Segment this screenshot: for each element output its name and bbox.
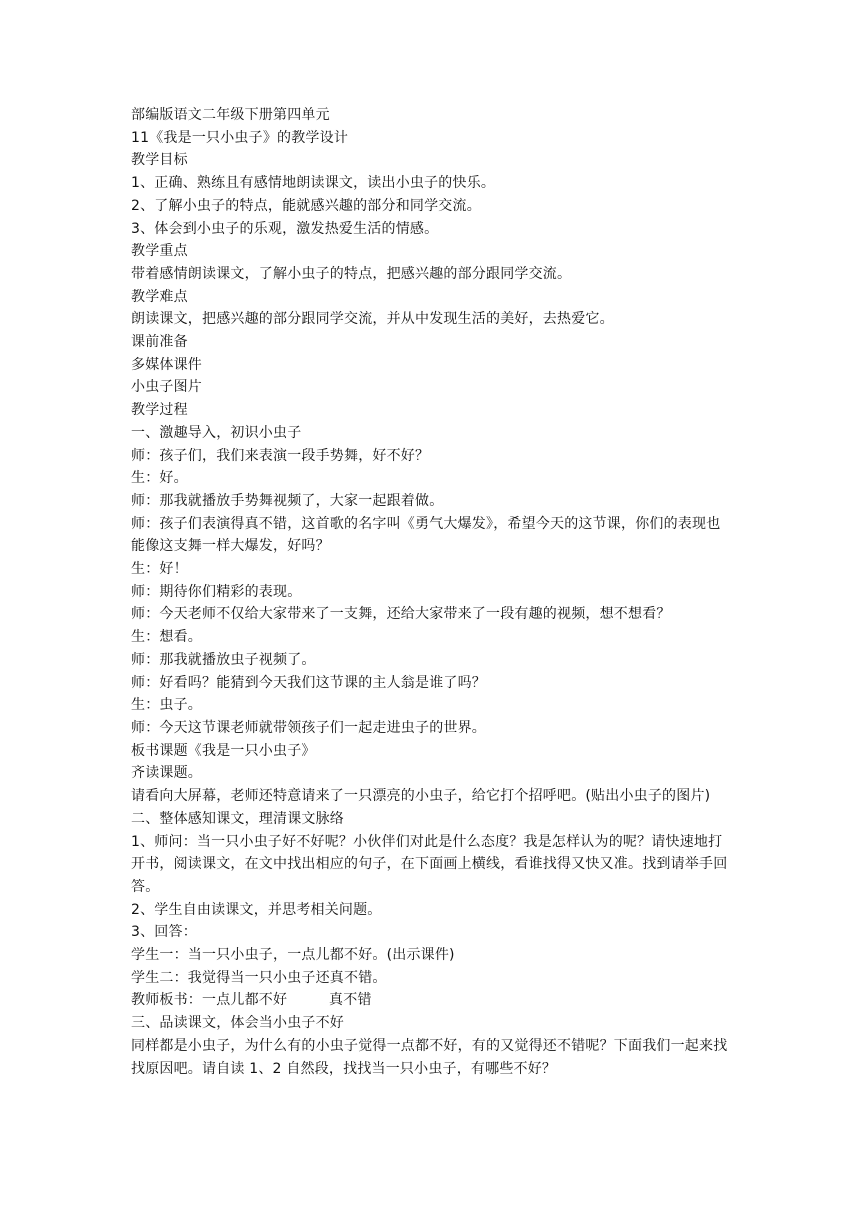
dialogue-line: 生：好。 xyxy=(131,470,188,487)
paragraph: 请看向大屏幕，老师还特意请来了一只漂亮的小虫子，给它打个招呼吧。(贴出小虫子的图片) xyxy=(131,788,711,805)
objective-1: 1、正确、熟练且有感情地朗读课文，读出小虫子的快乐。 xyxy=(131,175,496,192)
paragraph: 齐读课题。 xyxy=(131,765,202,782)
dialogue-line: 生：好！ xyxy=(131,561,188,578)
section-heading-1: 一、激趣导入，初识小虫子 xyxy=(131,424,302,441)
document-title: 11《我是一只小虫子》的教学设计 xyxy=(131,129,349,146)
board-notes-line: 教师板书：一点儿都不好 真不错 xyxy=(131,992,372,1009)
dialogue-line: 师：孩子们表演得真不错，这首歌的名字叫《勇气大爆发》，希望今天的这节课，你们的表现也能像这支舞一样大爆发，好吗？ xyxy=(131,515,721,555)
paragraph: 2、学生自由读课文，并思考相关问题。 xyxy=(131,901,382,918)
dialogue-line: 师：今天这节课老师就带领孩子们一起走进虫子的世界。 xyxy=(131,719,486,736)
paragraph: 学生一：当一只小虫子，一点儿都不好。(出示课件) xyxy=(131,947,455,964)
board-title-line: 板书课题《我是一只小虫子》 xyxy=(131,742,316,759)
paragraph: 同样都是小虫子，为什么有的小虫子觉得一点都不好，有的又觉得还不错呢？下面我们一起来找找原因吧。请自读 1、2 自然段，找找当一只小虫子，有哪些不好？ xyxy=(131,1037,728,1077)
objective-2: 2、了解小虫子的特点，能就感兴趣的部分和同学交流。 xyxy=(131,197,481,214)
dialogue-line: 生：虫子。 xyxy=(131,697,202,714)
paragraph: 1、师问：当一只小虫子好不好呢？小伙伴们对此是什么态度？我是怎样认为的呢？请快速地打开书，阅读课文，在文中找出相应的句子，在下面画上横线，看谁找得又快又准。找到请举手回答。 xyxy=(131,833,728,895)
dialogue-line: 师：孩子们，我们来表演一段手势舞，好不好？ xyxy=(131,447,430,464)
preparation-item-1: 多媒体课件 xyxy=(131,356,202,373)
header-unit: 部编版语文二年级下册第四单元 xyxy=(131,107,330,123)
heading-preparation: 课前准备 xyxy=(131,334,188,351)
preparation-item-2: 小虫子图片 xyxy=(131,379,202,396)
heading-difficulties: 教学难点 xyxy=(131,288,188,305)
paragraph: 学生二：我觉得当一只小虫子还真不错。 xyxy=(131,969,387,986)
dialogue-line: 师：那我就播放手势舞视频了，大家一起跟着做。 xyxy=(131,492,444,509)
difficulties-text: 朗读课文，把感兴趣的部分跟同学交流，并从中发现生活的美好，去热爱它。 xyxy=(131,311,614,328)
dialogue-line: 师：那我就播放虫子视频了。 xyxy=(131,651,316,668)
heading-process: 教学过程 xyxy=(131,402,188,419)
heading-key-points: 教学重点 xyxy=(131,243,188,260)
dialogue-line: 师：今天老师不仅给大家带来了一支舞，还给大家带来了一段有趣的视频，想不想看？ xyxy=(131,606,671,623)
document-body xyxy=(131,104,733,1080)
section-heading-3: 三、品读课文，体会当小虫子不好 xyxy=(131,1015,344,1032)
paragraph: 3、回答： xyxy=(131,924,197,941)
heading-teaching-objectives: 教学目标 xyxy=(131,152,188,169)
key-points-text: 带着感情朗读课文，了解小虫子的特点，把感兴趣的部分跟同学交流。 xyxy=(131,265,572,282)
dialogue-line: 师：期待你们精彩的表现。 xyxy=(131,583,302,600)
dialogue-line: 生：想看。 xyxy=(131,629,202,646)
dialogue-line: 师：好看吗？能猜到今天我们这节课的主人翁是谁了吗？ xyxy=(131,674,486,691)
objective-3: 3、体会到小虫子的乐观，激发热爱生活的情感。 xyxy=(131,220,439,237)
section-heading-2: 二、整体感知课文，理清课文脉络 xyxy=(131,810,344,827)
